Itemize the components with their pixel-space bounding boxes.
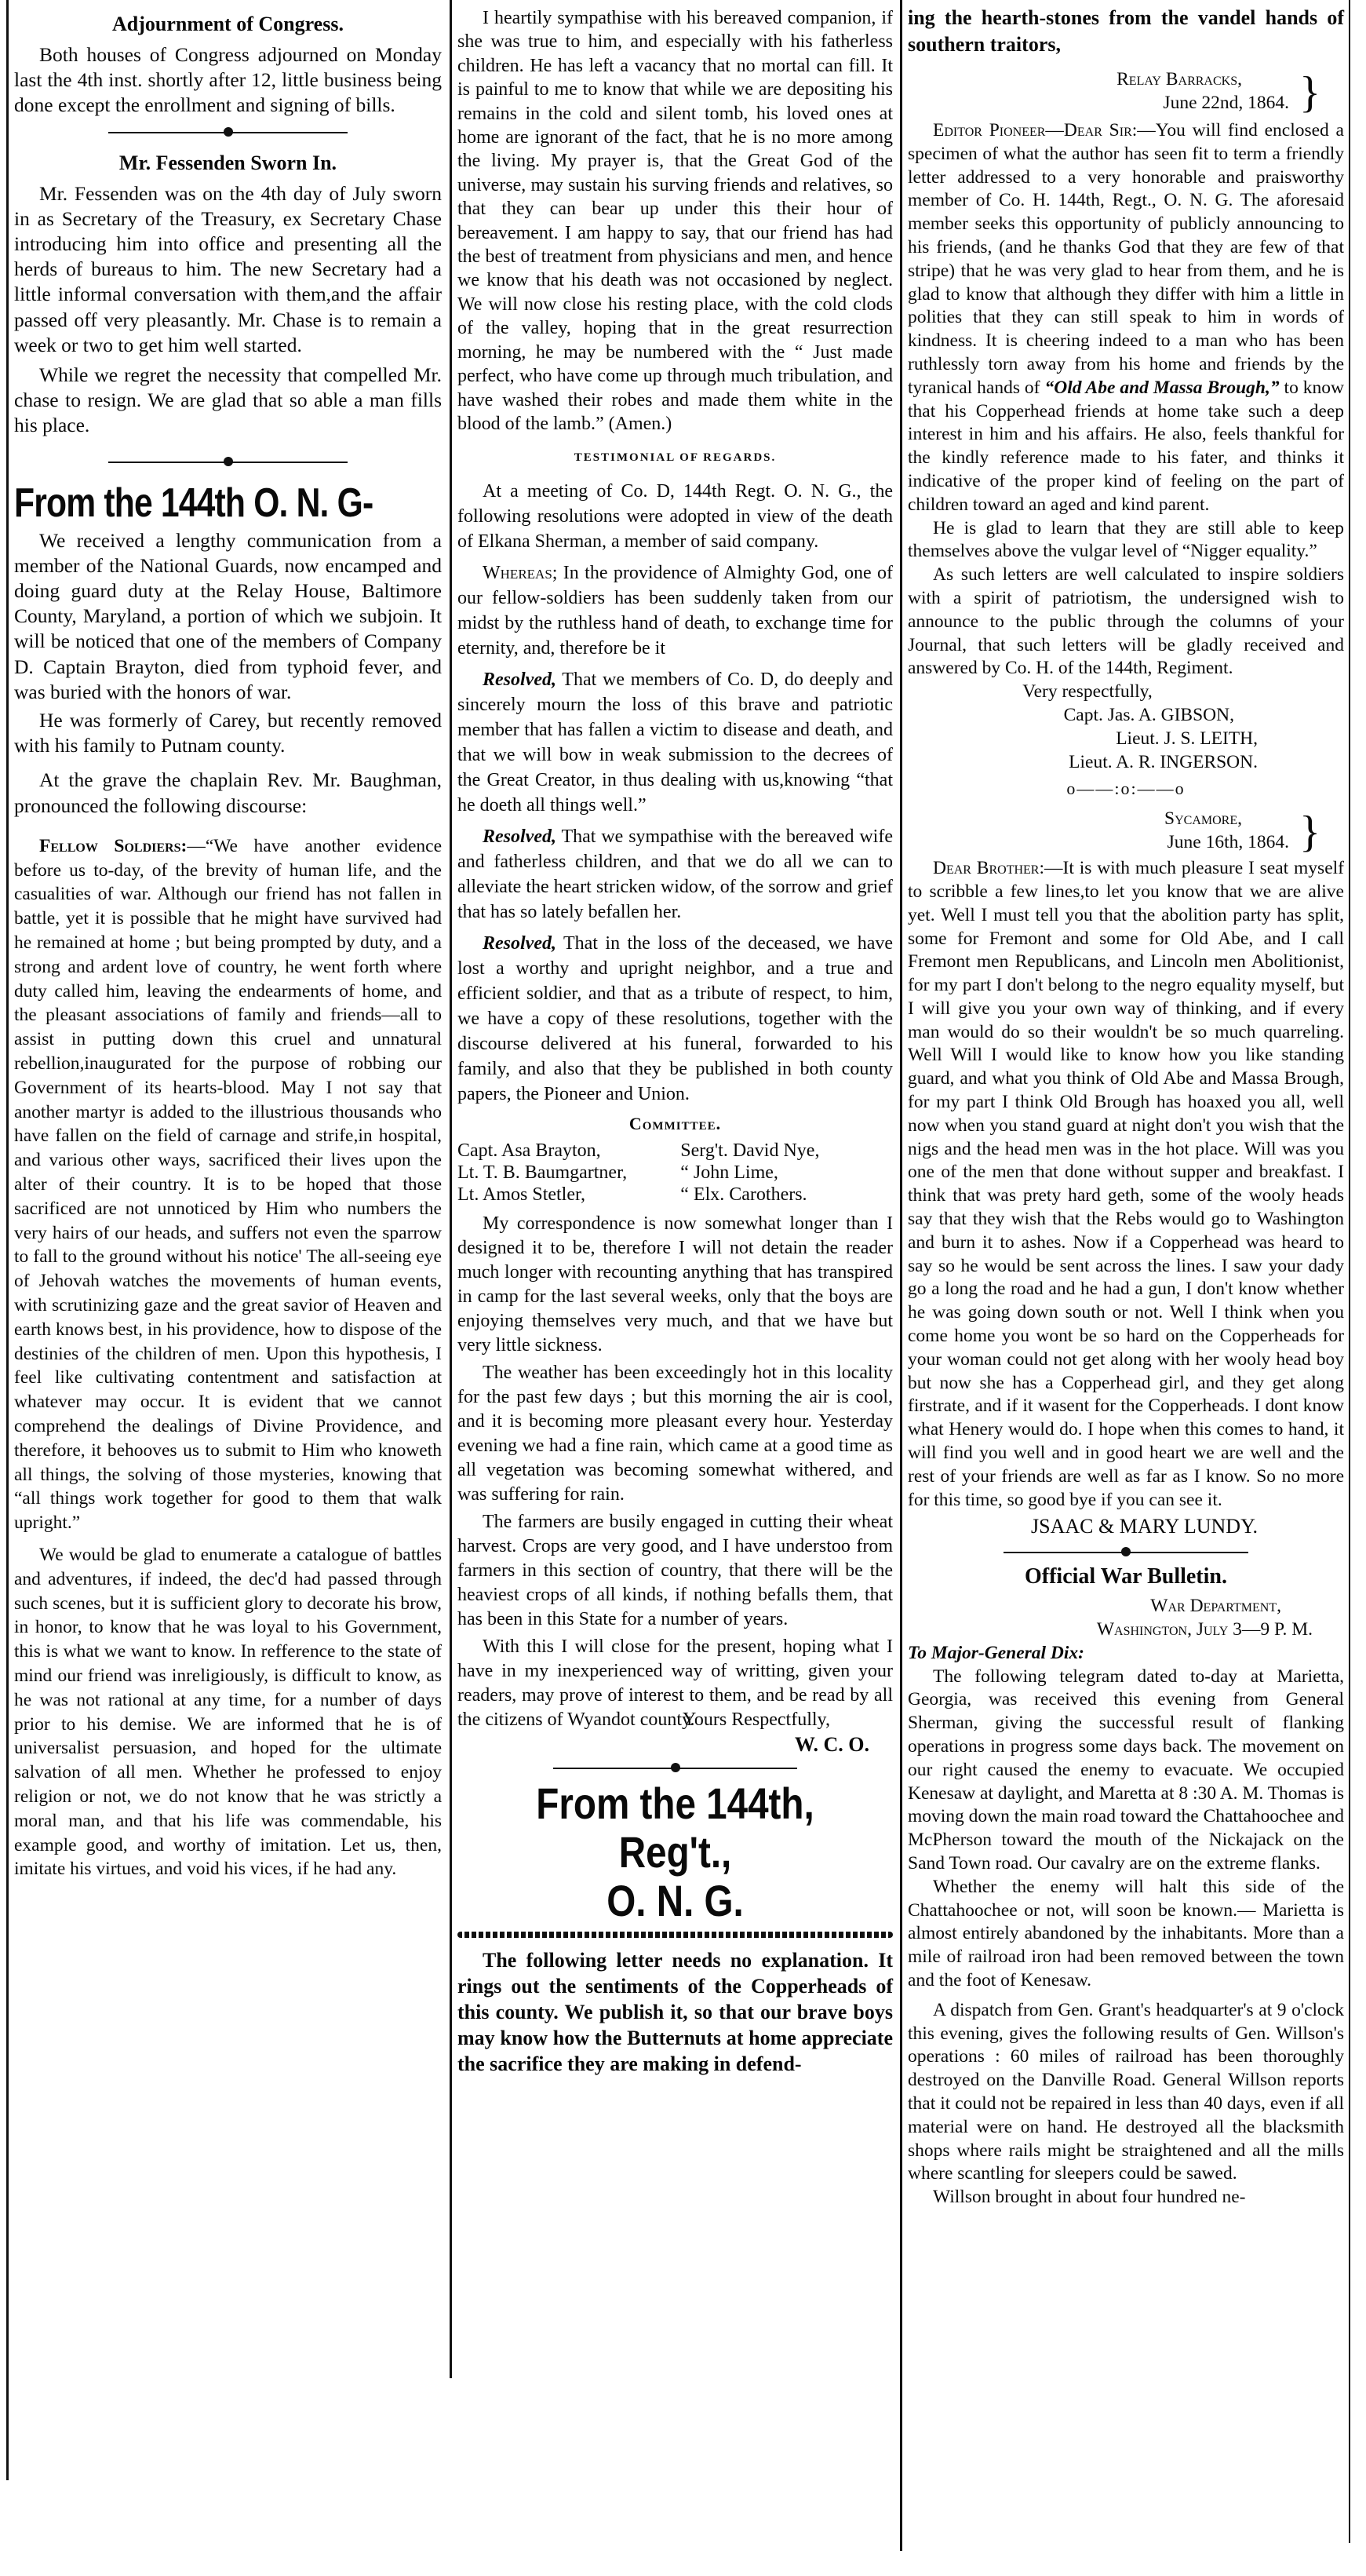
whereas-body: In the providence of Almighty God, one of our fellow-soldiers has been suddenly taken from our midst by the ruthless hand of death, to exchange time for eternity, and, therefore be it xyxy=(457,562,893,659)
letter-closing: Yours Respectfully, xyxy=(682,1709,830,1730)
article-fessenden-p2: While we regret the necessity that compelled Mr. chase to resign. We are glad that so able a man fills his place. xyxy=(14,363,442,437)
editor-salutation: Editor Pioneer—Dear Sir: xyxy=(933,120,1138,140)
bulletin-department: War Department, xyxy=(1150,1596,1281,1617)
signer: Lieut. A. R. INGERSON. xyxy=(1069,751,1258,772)
bulletin-recipient: To Major-General Dix: xyxy=(908,1642,1084,1663)
lundy-letter-body: —It is with much pleasure I seat myself to scribble a few lines,to let you know that we are alive yet. Well I must tell you that the abolition party has split, some for Fremont and some for Old Abe, and I call Fremont men Republicans, and Lincoln men Abolitionist, for my part I don't belong to the negro equality myself, but I will give you your own way of thinking, and if every man would do so their wouldn't be so much quarreling. Well Will I would like to know how you like standing guard, and what you think of Old Abe and Massa Brough, for my part I think Old Brough has hoaxed you all, well now when you stand guard at night don't you wish that the nigs and the head men was in the hot place. Will was you one of the men that done without supper and breakfast. I think that was prety hard geth, some of the wooly heads say that they wish that the Rebs would go to Washington and burn it to ashes. Now if a Copperhead was heard to say so he would be sent across the lines. I saw your dady go a long the road and he had a gun, I don't know whether he was going down south or not. Well I think when you come home you wont be so hard on the Copperheads for your woman could not get along with her wooly head boy but now she has a Copperhead girl, and they get along firstrate, and if it wasent for the Copperheads. I dont know what Henery would do. I hope when this comes to hand, it will find you well and in good heart we are well and the rest of your friends are well as far as I know. So no more for this time, so good bye if you can see it. xyxy=(908,858,1344,1510)
editor-letter-body-end: to know that his Copperhead friends at home take such a deep interest in him and his affairs. He also, feels thankful for the kindly reference made to his fater, and thinks it indicative of the proper kind of feeling on the part of children toward an aged and kind parent. xyxy=(908,377,1345,515)
editor-letter-italic: “Old Abe and Massa Brough,” xyxy=(1044,377,1280,398)
letter-p5: The weather has been exceedingly hot in this locality for the past few days ; but this morning the air is cool, and it is becoming more pleasant every hour. Yesterday evening we had a fine rain, which came at a good time as all vegetation was becoming somewhat withered, and was suffering for rain. xyxy=(457,1362,893,1505)
signer: Lieut. J. S. LEITH, xyxy=(1116,728,1258,749)
resolved-label: Resolved, xyxy=(483,669,556,690)
dateline-relay-barracks xyxy=(908,68,1344,115)
brace-icon: } xyxy=(1299,808,1320,857)
testimonial-heading: TESTIMONIAL OF REGARDS. xyxy=(574,451,777,465)
article-adjournment-body: Both houses of Congress adjourned on Monday last the 4th inst. shortly after 12, little business being done except the enrollment and signing of bills. xyxy=(14,43,442,117)
headline-fessenden: Mr. Fessenden Sworn In. xyxy=(118,151,337,174)
resolution-2-body: That we sympathise with the bereaved wife and fatherless children, and that we do all we can to alleviate the heart stricken widow, of the sorrow and grief that has so lately befallen her. xyxy=(457,826,893,922)
bulletin-p1: The following telegram dated to-day at Marietta, Georgia, was received this evening from General Sherman, giving the successful result of flanking operations in progress some days back. The movement on our right caused the enemy to evacuate. We occupied Kenesaw at daylight, and Maretta at 8 :30 A. M. Thomas is moving down the main road toward the Chattahoochee and McPherson toward the mouth of the Nickajack on the Sand Town road. Our cavalry are on the extreme flanks. xyxy=(908,1666,1345,1874)
divider-ornament xyxy=(457,1762,893,1775)
lundy-letter xyxy=(908,857,1344,1512)
article-fessenden-p1: Mr. Fessenden was on the 4th day of July sworn in as Secretary of the Treasury, ex Secretary Chase introducing him into office and presenting all the herds of bureaus to him. The new Secretary had a little informal conversation with them,and the affair passed off very pleasantly. Mr. Chase is to remain a week or two to get him well started. xyxy=(14,181,442,356)
column-left xyxy=(14,0,442,1881)
lundy-salutation: Dear Brother: xyxy=(933,858,1045,879)
divider-ornament xyxy=(14,456,442,469)
divider-ornament xyxy=(14,126,442,139)
headline-from-144th-regt: From the 144th, Reg't., xyxy=(536,1778,814,1877)
divider-ornament xyxy=(908,1546,1344,1559)
letter-signature: W. C. O. xyxy=(794,1732,869,1756)
headline-official-war-bulletin: Official War Bulletin. xyxy=(1025,1564,1227,1589)
bulletin-p2: Whether the enemy will halt this side of the Chattahoochee or not, will soon be known.— Marietta is almost entirely abandoned by the inhabitants. More than a mile of railroad iron had been removed between the town and the foot of Kenesaw. xyxy=(908,1876,1344,1990)
editor-letter-closing: Very respectfully, xyxy=(1022,681,1153,702)
dateline-place: Sycamore, xyxy=(1164,808,1242,830)
divider-wavy xyxy=(457,1932,893,1938)
dateline-place: Relay Barracks, xyxy=(1116,69,1242,89)
discourse xyxy=(14,834,442,1535)
whereas-label: Whereas; xyxy=(483,562,558,583)
committee-list xyxy=(457,1140,893,1206)
editor-letter-p1 xyxy=(908,119,1344,517)
resolved-label: Resolved, xyxy=(483,932,556,954)
headline-adjournment: Adjournment of Congress. xyxy=(112,13,344,35)
signer: Capt. Jas. A. GIBSON, xyxy=(1063,704,1234,725)
committee-member: Serg't. David Nye, xyxy=(680,1140,820,1161)
brace-icon: } xyxy=(1299,68,1320,117)
letter-p4: My correspondence is now somewhat longer than I designed it to be, therefore I will not detain the reader much longer with recounting anything that has transpired in camp for the last several weeks, only that the boys are enjoying themselves very much, and that we have but very little sickness. xyxy=(457,1213,893,1356)
editor-letter-p2: He is glad to learn that they are still able to keep themselves above the vulgar level of “Nigger equality.” xyxy=(908,517,1344,562)
lundy-signature: JSAAC & MARY LUNDY. xyxy=(1031,1515,1258,1538)
column-right xyxy=(908,0,1344,2209)
column-rule-left xyxy=(6,0,9,2480)
editor-letter-p3: As such letters are well calculated to inspire soldiers with a spirit of patriotism, the undersigned wish to announce to the public through the columns of your Journal, that such letters will be gladly received and answered by Co. H. of the 144th, Regiment. xyxy=(908,564,1344,679)
headline-ong: O. N. G. xyxy=(607,1875,744,1925)
dateline-date: June 16th, 1864. xyxy=(1167,832,1289,853)
testimonial-intro: At a meeting of Co. D, 144th Regt. O. N. G., the following resolutions were adopted in view of the death of Elkana Sherman, a member of said company. xyxy=(457,480,893,552)
resolution-1 xyxy=(457,667,893,818)
letter-p6: The farmers are busily engaged in cutting their wheat harvest. Crops are very good, and I have understoo from farmers in this section of country, that there will be the heaviest crops of all kinds, if nothing befalls them, that has been in this State for a number of years. xyxy=(457,1511,893,1629)
copperhead-intro-continued: ing the hearth-stones from the vandel hands of southern traitors, xyxy=(908,6,1344,56)
article-144th-p5: We would be glad to enumerate a catalogue of battles and adventures, if indeed, the dec'd had passed through such scenes, but it is sufficient glory to decorate his brow, in honor, to know that he was loyal to his Government, this is what we want to know. In refference to the state of mind our friend was inreligiously, is difficult to know, as he was not rational at any time, for a number of days prior to his demise. We are informed that he is of universalist persuasion, and hoped for the ultimate salvation of all men. Whether he professed to enjoy religion or not, we do not know that he was strictly a moral man, and that his life was commendable, his example good, and worthy of imitation. Let us, then, imitate his virtues, and void his vices, if he had any. xyxy=(14,1544,442,1880)
committee-member: Lt. Amos Stetler, xyxy=(457,1184,586,1205)
discourse-body: —“We have another evidence before us to-day, of the brevity of human life, and the casualities of war. Although our friend has not fallen in battle, yet it is possible that he might have survived had he remained at home ; but being prompted by duty, and a strong and ardent love of country, he went forth where duty called him, leaving the endearments of home, and the pleasant associations of family and friends—all to assist in putting down this cruel and unnatural rebellion,inaugurated for the purpose of robbing our Government of its hearts-blood. May I not say that another martyr is added to the illustrious thousands who have fallen on the field of carnage and strife,in hospital, and various other ways, sacrificed their lives upon the alter of their country. It is to be hoped that those sacrificed are not unnoticed by Him who numbers the very hairs of our heads, and suffers not even the sparrow to fall to the ground without his notice' The all-seeing eye of Jehovah watches the movements of human events, with scrutinizing gaze and the great savior of Heaven and earth knows best, in his providence, how to dispose of the destinies of the children of men. Upon this hypothesis, I feel like cultivating contentment and satisfaction at whatever may occur. It is evident that we cannot comprehend the dealings of Divine Providence, and therefore, it behooves us to submit to Him who knoweth all things, the solving of those mysteries, knowing that “all things work together for good to them that walk upright.” xyxy=(14,835,442,1534)
bulletin-p3: A dispatch from Gen. Grant's headquarter's at 9 o'clock this evening, gives the following results of Gen. Willson's operations : 60 miles of railroad has been thoroughly destroyed on the Danville Road. General Willson reports that it could not be repaired in less than 40 days, even if all material were on hand. He destroyed all the blacksmith shops where rails might be straightened and all the mills where scantling for sleepers could be sawed. xyxy=(908,1999,1344,2184)
bulletin-dateline: Washington, July 3—9 P. M. xyxy=(1096,1619,1313,1640)
committee-heading: Committee. xyxy=(628,1113,722,1133)
resolution-1-body: That we members of Co. D, do deeply and sincerely mourn the loss of this brave and patriotic member that has fallen a victim to disease and death, and that we will bow in weak submission to the decrees of the Great Creator, in thus dealing with us,knowing “that he doeth all things well.” xyxy=(457,669,893,815)
discourse-continued: I heartily sympathise with his bereaved companion, if she was true to him, and especially with his fatherless children. He has left a vacancy that no mortal can fill. It is painful to me to know that while we are depositing his remains in the cold and silent tomb, his loved ones at home are ignorant of the fact, that he is no more among the living. My prayer is, that the Great God of the universe, may sustain his surving friends and relatives, so that they can bear up under this their hour of bereavement. I am happy to say, that our friend has had the best of treatment from physicians and men, and hence we know that his death was not occasioned by neglect. We will now close his resting place, with the cold clods of the valley, hoping that in the great resurrection morning, he may be numbered with the “ Just made perfect, who have come up through much tribulation, and have washed their robes and made them white in the blood of the lamb.” (Amen.) xyxy=(457,8,893,434)
article-144th-p2: He was formerly of Carey, but recently removed with his family to Putnam county. xyxy=(14,709,442,757)
bulletin-p4: Willson brought in about four hundred ne- xyxy=(933,2187,1246,2208)
column-middle xyxy=(457,0,893,2077)
column-rule-right xyxy=(900,0,902,2551)
letter-p7: With this I will close for the present, hoping what I have in my inexperienced way of writting, given your readers, may prove of interest to them, and be read by all the citizens of Wyandot county. xyxy=(457,1636,893,1730)
committee-member: “ Elx. Carothers. xyxy=(680,1184,807,1205)
testimonial-whereas xyxy=(457,560,893,661)
discourse-salutation: Fellow Soldiers: xyxy=(39,835,188,856)
editor-letter-body: —You will find enclosed a specimen of what the author has seen fit to term a friendly letter addressed to a very honorable and praisworthy member of Co. H. 144th, Regt., O. N. G. The aforesaid member seeks this opportunity of publicly announcing to his friends, (and he thanks God that they are few of that stripe) that he was very glad to hear from them, and he is glad to know that although they differ with him a little in polities that they can still speak to him in words of kindness. It is cheering indeed to a man who has been ruthlessly torn away from his home and friends by the tyranical hands of xyxy=(908,120,1344,398)
committee-member: Lt. T. B. Baumgartner, xyxy=(457,1162,628,1183)
dateline-date: June 22nd, 1864. xyxy=(1163,93,1289,113)
column-rule-far-right xyxy=(1349,0,1350,2543)
column-rule-middle xyxy=(450,0,452,2378)
resolution-3-body: That in the loss of the deceased, we have lost a worthy and upright neighbor, and a true and efficient soldier, and that as a tribute of respect, to him, we have a copy of these resolutions, together with the discourse delivered at his funeral, forwarded to his family, and also that they be published in both county papers, the Pioneer and Union. xyxy=(457,932,893,1104)
committee-member: “ John Lime, xyxy=(680,1162,778,1183)
adjacent-column-fragment xyxy=(1354,0,1366,2576)
separator: o——:o:——o xyxy=(1066,779,1186,799)
committee-member: Capt. Asa Brayton, xyxy=(457,1140,601,1161)
dateline-sycamore xyxy=(908,807,1344,857)
copperhead-intro: The following letter needs no explanation. It rings out the sentiments of the Copperheads of this county. We publish it, so that our brave boys may know how the Butternuts at home appreciate the sacrifice they are making in defend- xyxy=(457,1948,893,2075)
article-144th-p1: We received a lengthy communication from a member of the National Guards, now encamped and doing guard duty at the Relay House, Baltimore County, Maryland, a portion of which we subjoin. It will be noticed that one of the members of Company D. Captain Brayton, died from typhoid fever, and was buried with the honors of war. xyxy=(14,528,442,703)
resolved-label: Resolved, xyxy=(483,826,556,847)
article-144th-p3: At the grave the chaplain Rev. Mr. Baughman, pronounced the following discourse: xyxy=(14,768,442,817)
resolution-2 xyxy=(457,824,893,925)
headline-from-144th: From the 144th O. N. G- xyxy=(14,480,373,526)
resolution-3 xyxy=(457,931,893,1107)
